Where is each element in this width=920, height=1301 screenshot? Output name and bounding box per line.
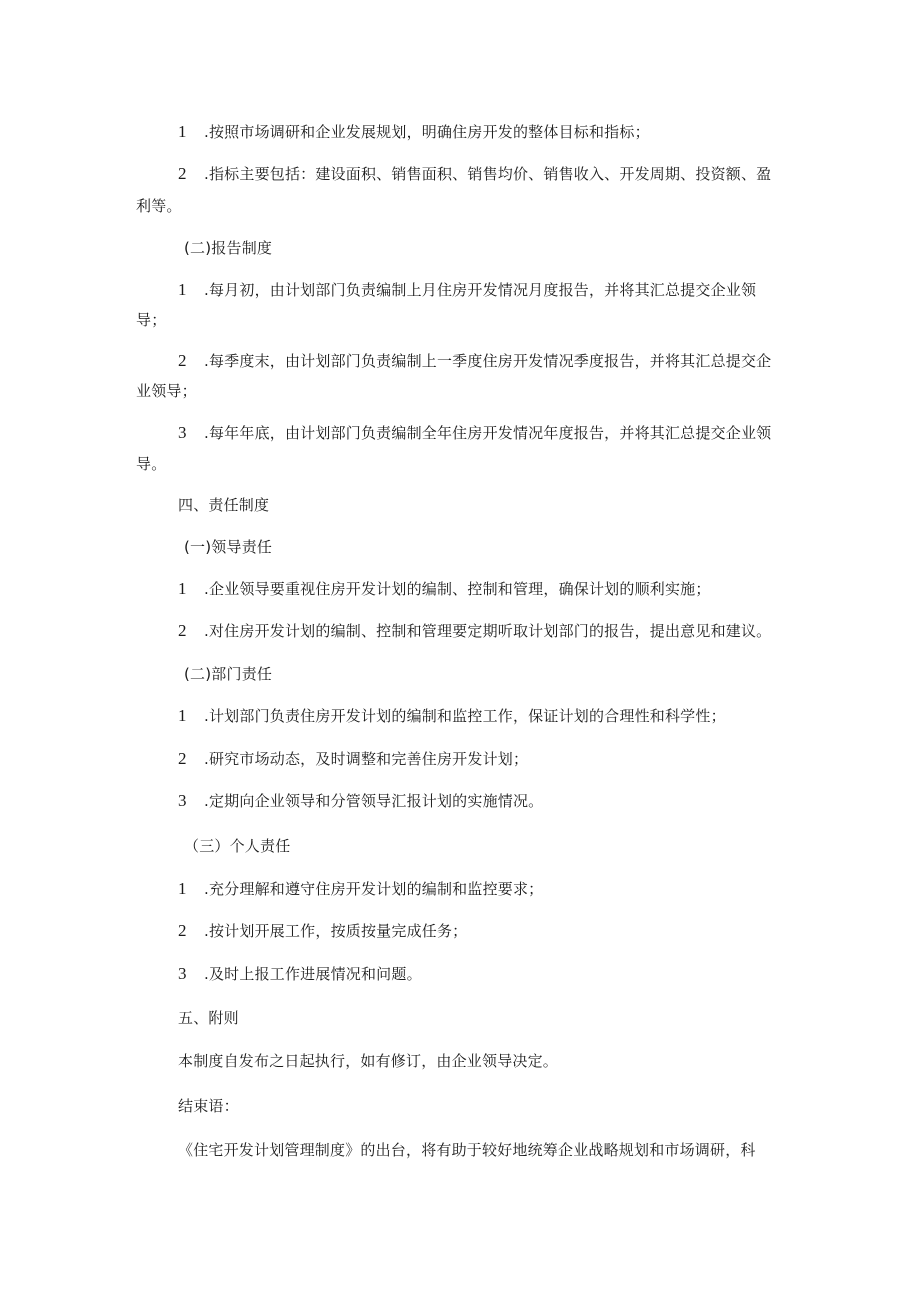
leader-heading: (一)领导责任: [184, 538, 273, 556]
department-item-1: 1 .计划部门负责住房开发计划的编制和监控工作，保证计划的合理性和科学性；: [178, 706, 726, 725]
goal-item-1: 1 .按照市场调研和企业发展规划，明确住房开发的整体目标和指标；: [178, 122, 650, 141]
goal-item-2: 2 .指标主要包括：建设面积、销售面积、销售均价、销售收入、开发周期、投资额、盈: [178, 164, 772, 183]
goal-item-2-continuation: 利等。: [136, 197, 182, 215]
appendix-heading: 五、附则: [178, 1009, 239, 1027]
personal-item-1: 1 .充分理解和遵守住房开发计划的编制和监控要求；: [178, 879, 544, 898]
report-item-2: 2 .每季度末，由计划部门负责编制上一季度住房开发情况季度报告，并将其汇总提交企: [178, 351, 772, 370]
report-heading: (二)报告制度: [184, 239, 273, 257]
report-item-2-continuation: 业领导；: [136, 382, 197, 400]
department-item-2: 2 .研究市场动态，及时调整和完善住房开发计划；: [178, 749, 529, 768]
report-item-1: 1 .每月初，由计划部门负责编制上月住房开发情况月度报告，并将其汇总提交企业领: [178, 280, 757, 299]
personal-item-2: 2 .按计划开展工作，按质按量完成任务；: [178, 921, 468, 940]
report-item-3-continuation: 导。: [136, 455, 167, 473]
conclusion-heading: 结束语：: [178, 1097, 239, 1115]
personal-item-3: 3 .及时上报工作进展情况和问题。: [178, 964, 422, 983]
personal-heading: （三）个人责任: [184, 837, 291, 855]
department-heading: (二)部门责任: [184, 665, 273, 683]
department-item-3: 3 .定期向企业领导和分管领导汇报计划的实施情况。: [178, 791, 544, 810]
responsibility-heading: 四、责任制度: [178, 496, 270, 514]
leader-item-1: 1 .企业领导要重视住房开发计划的编制、控制和管理，确保计划的顺利实施；: [178, 579, 711, 598]
report-item-1-continuation: 导；: [136, 311, 167, 329]
conclusion-text: 《住宅开发计划管理制度》的出台，将有助于较好地统筹企业战略规划和市场调研，科: [178, 1141, 756, 1159]
appendix-text: 本制度自发布之日起执行，如有修订，由企业领导决定。: [178, 1052, 559, 1070]
report-item-3: 3 .每年年底，由计划部门负责编制全年住房开发情况年度报告，并将其汇总提交企业领: [178, 423, 772, 442]
leader-item-2: 2 .对住房开发计划的编制、控制和管理要定期听取计划部门的报告，提出意见和建议。: [178, 621, 772, 640]
